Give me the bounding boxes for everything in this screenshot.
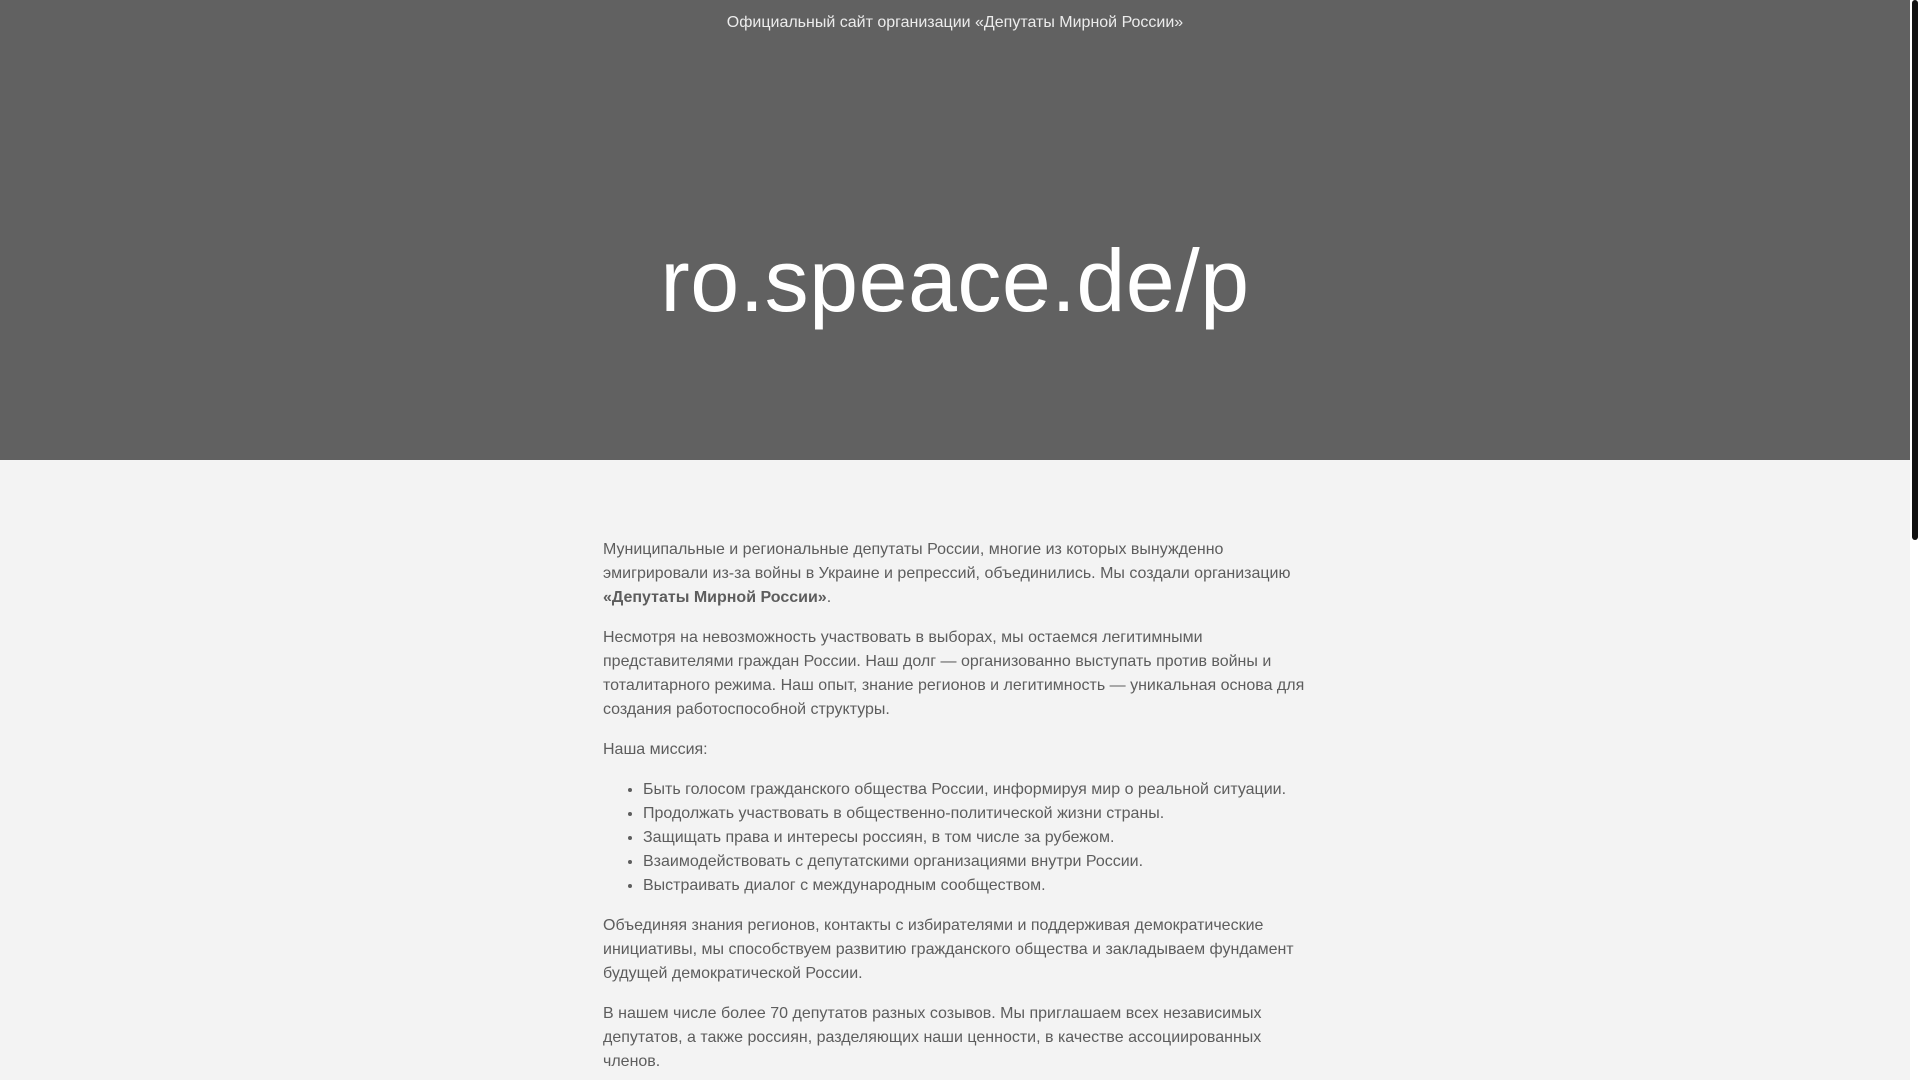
mission-item: • Выстраивать диалог с международным сообществом. (643, 874, 1313, 898)
legitimacy-paragraph: Несмотря на невозможность участвовать в выборах, мы остаемся легитимными представителями граждан России. Наш долг — организованно выступать против войны и тоталитарного режима. Наш опыт, знание регионов и легитимность — уникальная основа для создания работоспособной структуры. (603, 629, 1305, 718)
mission-item: • Защищать права и интересы россиян, в том числе за рубежом. (643, 826, 1313, 850)
mission-list (603, 778, 1313, 898)
main-content (603, 538, 1313, 1080)
mission-heading: Наша миссия: (603, 741, 708, 758)
intro-paragraph (603, 538, 1313, 610)
foundation-paragraph: Объединяя знания регионов, контакты с избирателями и поддерживая демократические инициативы, мы способствуем развитию гражданского общества и закладываем фундамент будущей демократической России. (603, 917, 1294, 982)
intro-text: Муниципальные и региональные депутаты России, многие из которых вынужденно эмигрировали из-за войны в Украине и репрессий, объединились. Мы создали организацию (603, 541, 1291, 582)
site-title: ro.speace.de/p (660, 231, 1250, 330)
mission-item: • Быть голосом гражданского общества России, информируя мир о реальной ситуации. (643, 778, 1313, 802)
intro-end: . (826, 589, 832, 606)
mission-item: • Продолжать участвовать в общественно-политической жизни страны. (643, 802, 1313, 826)
scrollbar-thumb[interactable] (1912, 0, 1918, 540)
mission-item: • Взаимодействовать с депутатскими организациями внутри России. (643, 850, 1313, 874)
site-tagline: Официальный сайт организации «Депутаты Мирной России» (726, 14, 1184, 31)
organization-name: «Депутаты Мирной России» (603, 589, 827, 606)
vertical-scrollbar[interactable] (1910, 0, 1920, 1080)
membership-paragraph: В нашем числе более 70 депутатов разных созывов. Мы приглашаем всех независимых депутатов, а также россиян, разделяющих наши ценности, в качестве ассоциированных членов. (603, 1005, 1262, 1070)
hero-header (0, 0, 1910, 460)
